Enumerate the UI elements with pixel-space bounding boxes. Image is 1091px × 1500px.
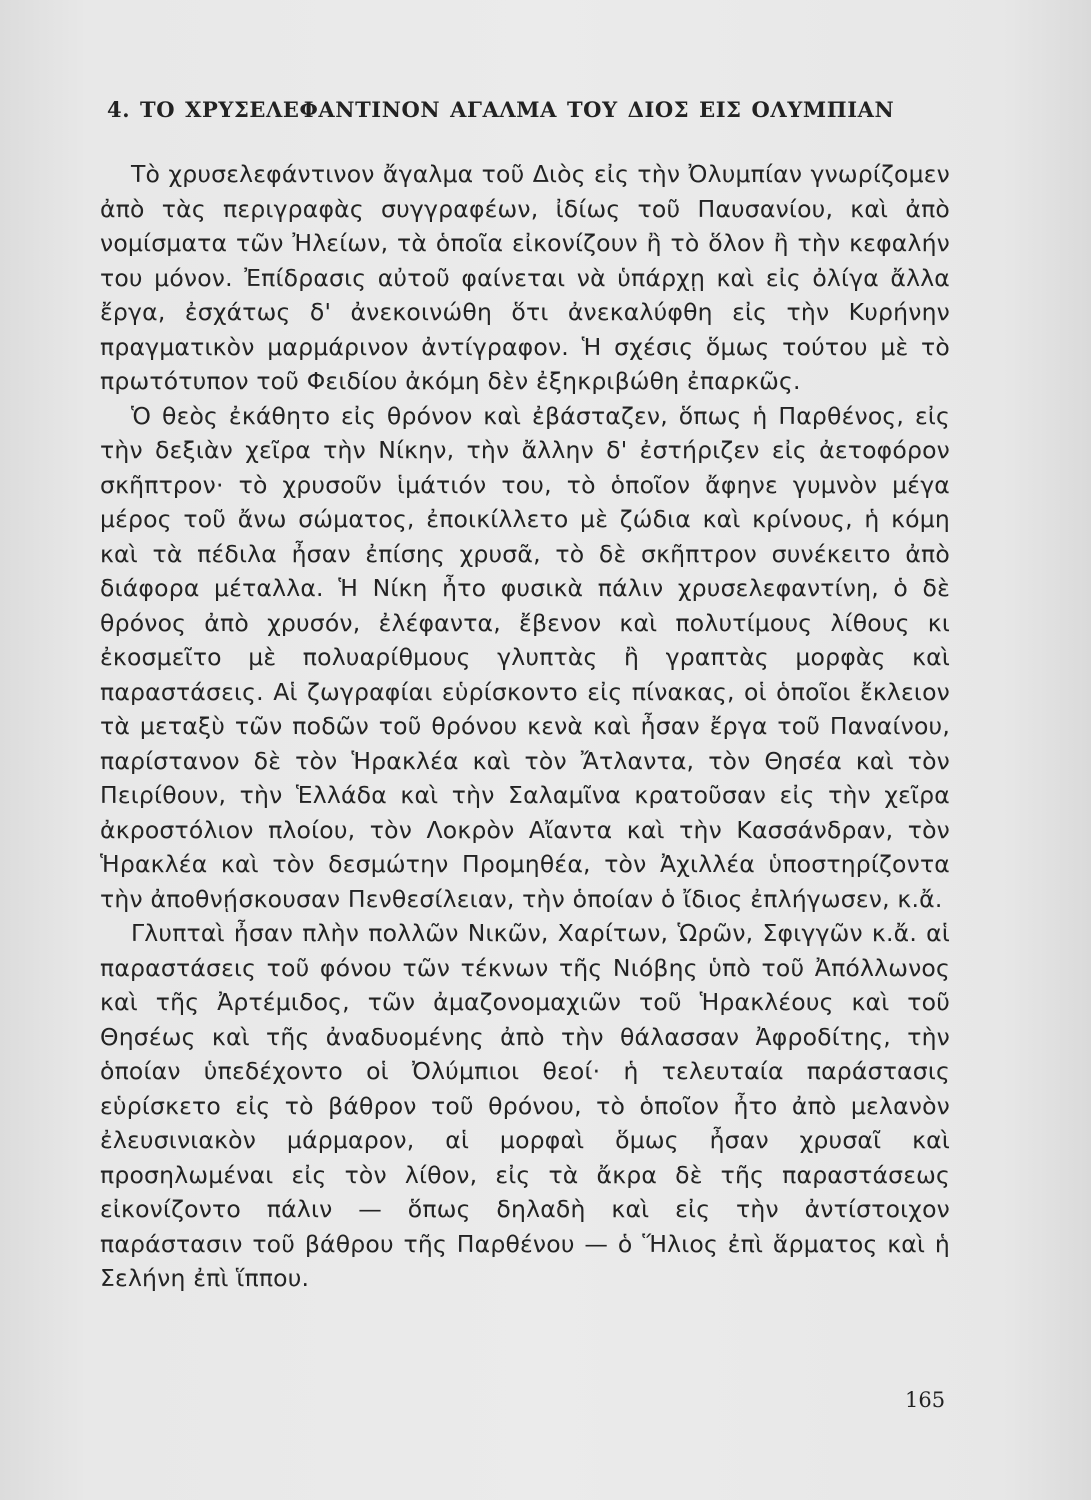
paragraph-1: Τὸ χρυσελεφάντινον ἄγαλμα τοῦ Διὸς εἰς τὴν Ὀλυμπίαν γνωρίζομεν ἀπὸ τὰς περιγραφὰς συγγραφέων, ἰδίως τοῦ Παυσανίου, καὶ ἀπὸ νομίσματα τῶν Ἠλείων, τὰ ὁποῖα εἰκονίζουν ἢ τὸ ὅλον ἢ τὴν κεφαλήν του μόνον. Ἐπίδρασις αὐτοῦ φαίνεται νὰ ὑπάρχῃ καὶ εἰς ὀλίγα ἄλλα ἔργα, ἐσχάτως δ' ἀνεκοινώθη ὅτι ἀνεκαλύφθη εἰς τὴν Κυρήνην πραγματικὸν μαρμάρινον ἀντίγραφον. Ἡ σχέσις ὅμως τούτου μὲ τὸ πρωτότυπον τοῦ Φειδίου ἀκόμη δὲν ἐξηκριβώθη ἐπαρκῶς. bbox=[100, 160, 950, 395]
paragraph-3: Γλυπταὶ ἦσαν πλὴν πολλῶν Νικῶν, Χαρίτων, Ὡρῶν, Σφιγγῶν κ.ἄ. αἱ παραστάσεις τοῦ φόνου τῶν τέκνων τῆς Νιόβης ὑπὸ τοῦ Ἀπόλλωνος καὶ τῆς Ἀρτέμιδος, τῶν ἀμαζονομαχιῶν τοῦ Ἡρακλέους καὶ τοῦ Θησέως καὶ τῆς ἀναδυομένης ἀπὸ τὴν θάλασσαν Ἀφροδίτης, τὴν ὁποίαν ὑπεδέχοντο οἱ Ὀλύμπιοι θεοί· ἡ τελευταία παράστασις εὑρίσκετο εἰς τὸ βάθρον τοῦ θρόνου, τὸ ὁποῖον ἦτο ἀπὸ μελανὸν ἐλευσινιακὸν μάρμαρον, αἱ μορφαὶ ὅμως ἦσαν χρυσαῖ καὶ προσηλωμέναι εἰς τὸν λίθον, εἰς τὰ ἄκρα δὲ τῆς παραστάσεως εἰκονίζοντο πάλιν — ὅπως δηλαδὴ καὶ εἰς τὴν ἀντίστοιχον παράστασιν τοῦ βάθρου τῆς Παρθένου — ὁ Ἥλιος ἐπὶ ἅρματος καὶ ἡ Σελήνη ἐπὶ ἵππου. bbox=[100, 919, 950, 1292]
paragraph-2: Ὁ θεὸς ἐκάθητο εἰς θρόνον καὶ ἐβάσταζεν, ὅπως ἡ Παρθένος, εἰς τὴν δεξιὰν χεῖρα τὴν Νίκην, τὴν ἄλλην δ' ἐστήριζεν εἰς ἀετοφόρον σκῆπτρον· τὸ χρυσοῦν ἱμάτιόν του, τὸ ὁποῖον ἄφηνε γυμνὸν μέγα μέρος τοῦ ἄνω σώματος, ἐποικίλλετο μὲ ζώδια καὶ κρίνους, ἡ κόμη καὶ τὰ πέδιλα ἦσαν ἐπίσης χρυσᾶ, τὸ δὲ σκῆπτρον συνέκειτο ἀπὸ διάφορα μέταλλα. Ἡ Νίκη ἦτο φυσικὰ πάλιν χρυσελεφαντίνη, ὁ δὲ θρόνος ἀπὸ χρυσόν, ἐλέφαντα, ἔβενον καὶ πολυτίμους λίθους κι ἐκοσμεῖτο μὲ πολυαρίθμους γλυπτὰς ἢ γραπτὰς μορφὰς καὶ παραστάσεις. Αἱ ζωγραφίαι εὑρίσκοντο εἰς πίνακας, οἱ ὁποῖοι ἔκλειον τὰ μεταξὺ τῶν ποδῶν τοῦ θρόνου κενὰ καὶ ἦσαν ἔργα τοῦ Παναίνου, παρίστανον δὲ τὸν Ἡρακλέα καὶ τὸν Ἄτλαντα, τὸν Θησέα καὶ τὸν Πειρίθουν, τὴν Ἑλλάδα καὶ τὴν Σαλαμῖνα κρατοῦσαν εἰς τὴν χεῖρα ἀκροστόλιον πλοίου, τὸν Λοκρὸν Αἴαντα καὶ τὴν Κασσάνδραν, τὸν Ἡρακλέα καὶ τὸν δεσμώτην Προμηθέα, τὸν Ἀχιλλέα ὑποστηρίζοντα τὴν ἀποθνῄσκουσαν Πενθεσίλειαν, τὴν ὁποίαν ὁ ἴδιος ἐπλήγωσεν, κ.ἄ. bbox=[100, 401, 950, 913]
body-text bbox=[100, 157, 950, 1296]
page-number: 165 bbox=[905, 1388, 946, 1412]
section-heading: 4. ΤΟ ΧΡΥΣΕΛΕΦΑΝΤΙΝΟΝ ΑΓΑΛΜΑ ΤΟΥ ΔΙΟΣ ΕΙΣ ΟΛΥΜΠΙΑΝ bbox=[107, 97, 895, 122]
